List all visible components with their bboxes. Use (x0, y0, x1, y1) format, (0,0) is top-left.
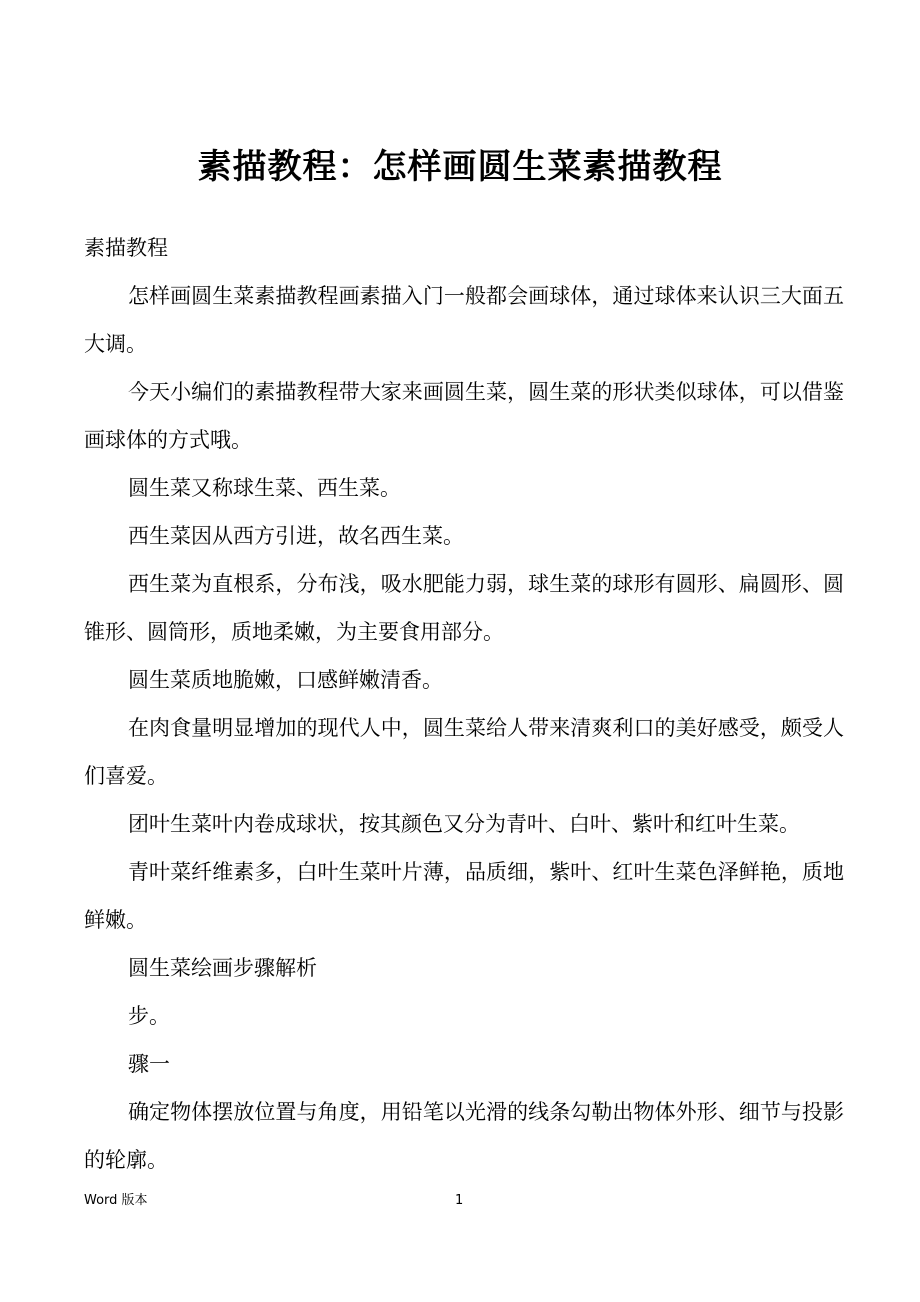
page-number: 1 (455, 1193, 464, 1208)
section-heading: 圆生菜绘画步骤解析 (128, 956, 317, 980)
paragraph-heading: 素描教程 (84, 236, 168, 260)
paragraph: 团叶生菜叶内卷成球状，按其颜色又分为青叶、白叶、紫叶和红叶生菜。 (128, 812, 800, 836)
paragraph: 青叶菜纤维素多，白叶生菜叶片薄，品质细，紫叶、红叶生菜色泽鲜艳，质地鲜嫩。 (84, 860, 844, 932)
paragraph: 骤一 (128, 1052, 170, 1076)
document-body (84, 224, 844, 1184)
paragraph: 圆生菜又称球生菜、西生菜。 (128, 476, 401, 500)
paragraph: 圆生菜质地脆嫩，口感鲜嫩清香。 (128, 668, 443, 692)
footer-label: Word 版本 (84, 1193, 148, 1208)
paragraph: 西生菜为直根系，分布浅，吸水肥能力弱，球生菜的球形有圆形、扁圆形、圆锥形、圆筒形，质地柔嫩，为主要食用部分。 (84, 572, 844, 644)
paragraph: 今天小编们的素描教程带大家来画圆生菜，圆生菜的形状类似球体，可以借鉴画球体的方式哦。 (84, 380, 844, 452)
paragraph: 在肉食量明显增加的现代人中，圆生菜给人带来清爽利口的美好感受，颇受人们喜爱。 (84, 716, 844, 788)
document-title: 素描教程：怎样画圆生菜素描教程 (197, 147, 723, 187)
paragraph: 步。 (128, 1004, 170, 1028)
paragraph: 怎样画圆生菜素描教程画素描入门一般都会画球体，通过球体来认识三大面五大调。 (84, 284, 844, 356)
paragraph: 确定物体摆放位置与角度，用铅笔以光滑的线条勾勒出物体外形、细节与投影的轮廓。 (84, 1100, 844, 1172)
paragraph: 西生菜因从西方引进，故名西生菜。 (128, 524, 464, 548)
